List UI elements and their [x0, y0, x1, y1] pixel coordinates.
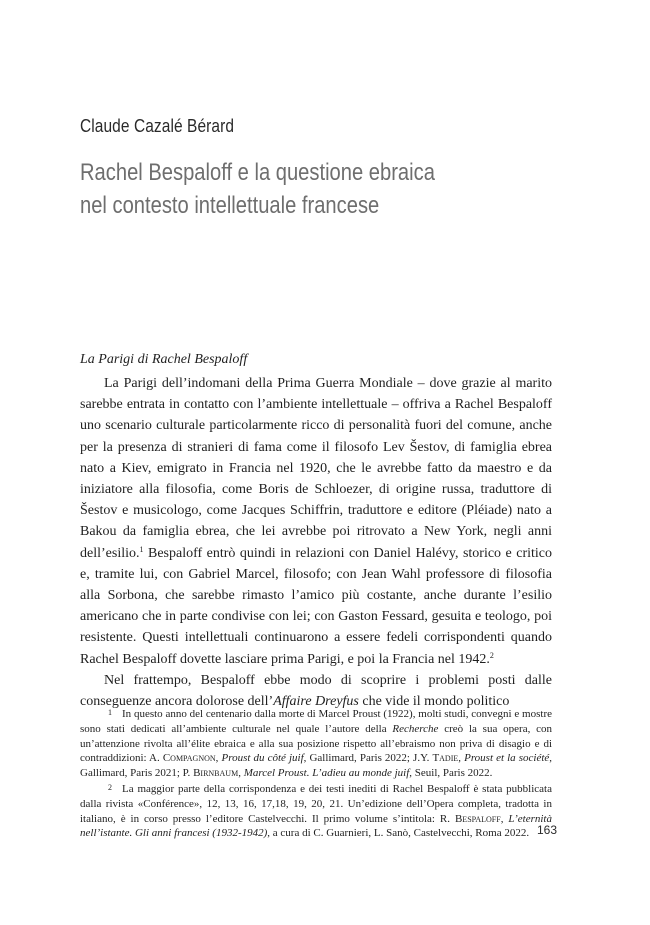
footnote-text: ,: [215, 752, 222, 765]
footnote-italic: Recherche: [392, 722, 439, 735]
footnote-author: Birnbaum: [193, 767, 239, 780]
footnote-text: La maggior parte della corrispondenza e dei testi inediti di Rachel Bespaloff è stata pubblicata dalla rivista «Conférence», 12, 13, 16, 17,18, 19, 20, 21. Un’edizione dell’Opera completa, tradotta in italiano, è in corso presso l’editore Castelvecchi. Il primo volume s’intitola: R.: [80, 782, 552, 825]
footnote-text: In questo anno del centenario dalla morte di Marcel Proust (1922), molti studi, convegni e mostre sono stati dedicati all’ambiente culturale nel quale l’autore della: [80, 708, 552, 735]
footnote-text: ,: [458, 752, 465, 765]
footnote-italic: Marcel Proust. L’adieu au monde juif: [243, 767, 410, 780]
footnote-1: [80, 706, 552, 781]
footnote-text: ,: [238, 767, 244, 780]
paragraph-text: Bespaloff entrò quindi in relazioni con Daniel Halévy, storico e critico e, tramite lui, con Gabriel Marcel, filosofo; con Jean Wahl professore di filosofia alla Sorbona, che sarebbe rimasto l’amico più costante, anche durante l’esilio americano che in parte condivise con lei; con Gaston Fessard, gesuita e teologo, poi resistente. Questi intellettuali continuarono a essere fedeli corrispondenti quando Rachel Bespaloff dovette lasciare prima Parigi, e poi la Francia nel 1942.: [80, 545, 552, 667]
footnote-text: , Gallimard, Paris 2022; J.Y.: [303, 752, 433, 765]
footnote-text: , Seuil, Paris 2022.: [409, 767, 493, 780]
paragraph-text: che vide il mondo politico: [358, 694, 510, 710]
footnote-author: Bespaloff: [454, 812, 501, 825]
chapter-title-line-1: Rachel Bespaloff e la questione ebraica: [80, 159, 435, 186]
footnote-italic: L’eternità nell’istante. Gli anni francesi (1932-1942): [80, 812, 552, 840]
italic-term: Affaire Dreyfus: [273, 694, 359, 710]
footnote-marker: 1: [108, 708, 112, 717]
page-number: 163: [537, 823, 558, 837]
section-heading: La Parigi di Rachel Bespaloff: [80, 352, 248, 367]
footnote-text: , a cura di C. Guarnieri, L. Sanò, Castelvecchi, Roma 2022.: [267, 827, 530, 840]
footnotes: [80, 706, 552, 841]
chapter-title: [80, 156, 450, 222]
footnote-marker: 2: [108, 782, 112, 792]
body-text: [80, 373, 552, 712]
paragraph: [80, 373, 552, 670]
footnote-text: creò la sua opera, con un’attenzione rivolta all’élite ebraica e alla sua posizione rispetto all’ebraismo non priva di disagio e di contraddizioni: A.: [80, 722, 553, 765]
footnote-2: [80, 781, 552, 841]
footnote-italic: Proust et la société: [464, 752, 550, 765]
chapter-title-line-2: nel contesto intellettuale francese: [80, 192, 380, 219]
paragraph-text: Nel frattempo, Bespaloff ebbe modo di scoprire i problemi posti dalle conseguenze ancora dolorose dell’: [80, 672, 552, 710]
footnote-italic: Proust du côté juif: [221, 752, 304, 765]
footnote-text: ,: [500, 812, 509, 825]
author-name: Claude Cazalé Bérard: [80, 116, 235, 136]
footnote-author: Tadie: [432, 752, 459, 765]
footnote-reference: 1: [139, 544, 144, 554]
footnote-reference: 2: [489, 650, 494, 660]
footnote-text: , Gallimard, Paris 2021; P.: [80, 752, 553, 780]
paragraph-text: La Parigi dell’indomani della Prima Guerra Mondiale – dove grazie al marito sarebbe entrata in contatto con l’ambiente intellettuale – offriva a Rachel Bespaloff uno scenario culturale particolarmente ricco di personalità fuori del comune, anche per la presenza di stranieri di fama come il filosofo Lev Šestov, di famiglia ebrea nato a Kiev, emigrato in Francia nel 1920, che le avrebbe fatto da maestro e da iniziatore alla filosofia, come Boris de Schloezer, di origine russa, traduttore di Šestov e musicologo, come Jacques Schiffrin, traduttore e editore (Pléiade) nato a Bakou da famiglia ebrea, che lei avrebbe poi ritrovato a New York, negli anni dell’esilio.: [80, 376, 552, 561]
footnote-author: Compagnon: [162, 752, 216, 765]
